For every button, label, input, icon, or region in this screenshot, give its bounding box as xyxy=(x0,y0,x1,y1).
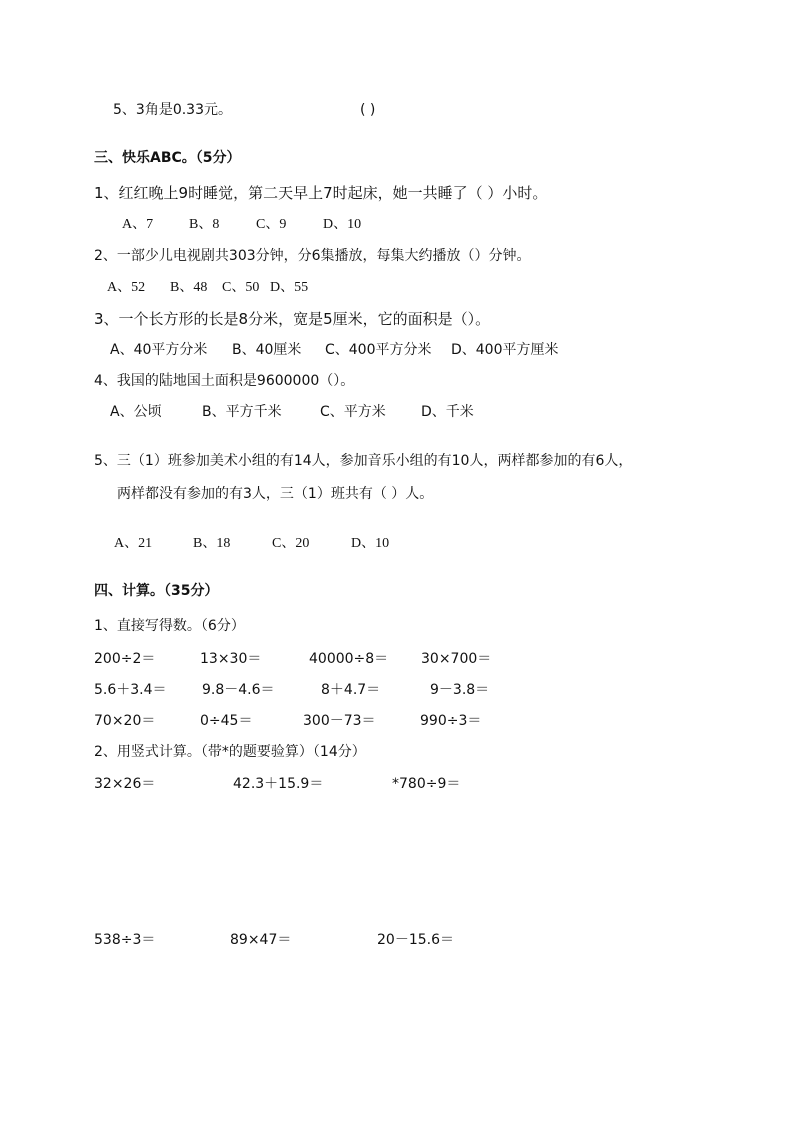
calc-item: 9.8－4.6＝ xyxy=(202,682,275,698)
question-text: 2、一部少儿电视剧共303分钟，分6集播放，每集大约播放（）分钟。 xyxy=(94,248,531,264)
question-text: 5、3角是0.33元。 xyxy=(113,102,232,118)
option: B、8 xyxy=(189,217,220,232)
option: B、40厘米 xyxy=(232,342,302,358)
calc-item: 42.3＋15.9＝ xyxy=(233,776,324,792)
option: D、10 xyxy=(351,536,390,551)
calc-item: 30×700＝ xyxy=(421,651,492,667)
calc-item: 300－73＝ xyxy=(303,713,376,729)
question-text: 5、三（1）班参加美术小组的有14人，参加音乐小组的有10人，两样都参加的有6人， xyxy=(94,453,633,469)
option: A、21 xyxy=(114,536,153,551)
question-title: 2、用竖式计算。（带*的题要验算）（14分） xyxy=(94,744,366,760)
section-heading: 四、计算。（35分） xyxy=(94,583,219,599)
answer-blank: ( ) xyxy=(360,102,376,118)
option: B、48 xyxy=(170,280,208,295)
calc-item: 8＋4.7＝ xyxy=(321,682,381,698)
option: C、50 xyxy=(222,280,260,295)
option: C、9 xyxy=(256,217,287,232)
calc-item: 200÷2＝ xyxy=(94,651,156,667)
calc-item: *780÷9＝ xyxy=(392,776,461,792)
calc-item: 538÷3＝ xyxy=(94,932,156,948)
calc-item: 32×26＝ xyxy=(94,776,156,792)
option: A、52 xyxy=(107,280,146,295)
option: C、20 xyxy=(272,536,310,551)
calc-item: 5.6＋3.4＝ xyxy=(94,682,167,698)
option: D、55 xyxy=(270,280,309,295)
option: B、平方千米 xyxy=(202,404,282,420)
option: D、400平方厘米 xyxy=(451,342,559,358)
question-text: 两样都没有参加的有3人，三（1）班共有（ ）人。 xyxy=(117,486,434,502)
calc-item: 13×30＝ xyxy=(200,651,262,667)
option: D、10 xyxy=(323,217,362,232)
option: D、千米 xyxy=(421,404,474,420)
calc-item: 40000÷8＝ xyxy=(309,651,389,667)
option: A、40平方分米 xyxy=(110,342,208,358)
question-text: 1、红红晚上9时睡觉，第二天早上7时起床，她一共睡了（ ）小时。 xyxy=(94,184,548,202)
calc-item: 0÷45＝ xyxy=(200,713,253,729)
option: C、平方米 xyxy=(320,404,386,420)
calc-item: 70×20＝ xyxy=(94,713,156,729)
option: C、400平方分米 xyxy=(325,342,432,358)
calc-item: 9－3.8＝ xyxy=(430,682,490,698)
section-heading: 三、快乐ABC。（5分） xyxy=(94,150,241,166)
option: A、7 xyxy=(122,217,154,232)
question-text: 3、一个长方形的长是8分米，宽是5厘米，它的面积是（）。 xyxy=(94,310,491,328)
calc-item: 89×47＝ xyxy=(230,932,292,948)
calc-item: 20－15.6＝ xyxy=(377,932,454,948)
question-title: 1、直接写得数。（6分） xyxy=(94,618,245,634)
calc-item: 990÷3＝ xyxy=(420,713,482,729)
option: B、18 xyxy=(193,536,231,551)
question-text: 4、我国的陆地国土面积是9600000（）。 xyxy=(94,373,355,389)
option: A、公顷 xyxy=(110,404,162,420)
